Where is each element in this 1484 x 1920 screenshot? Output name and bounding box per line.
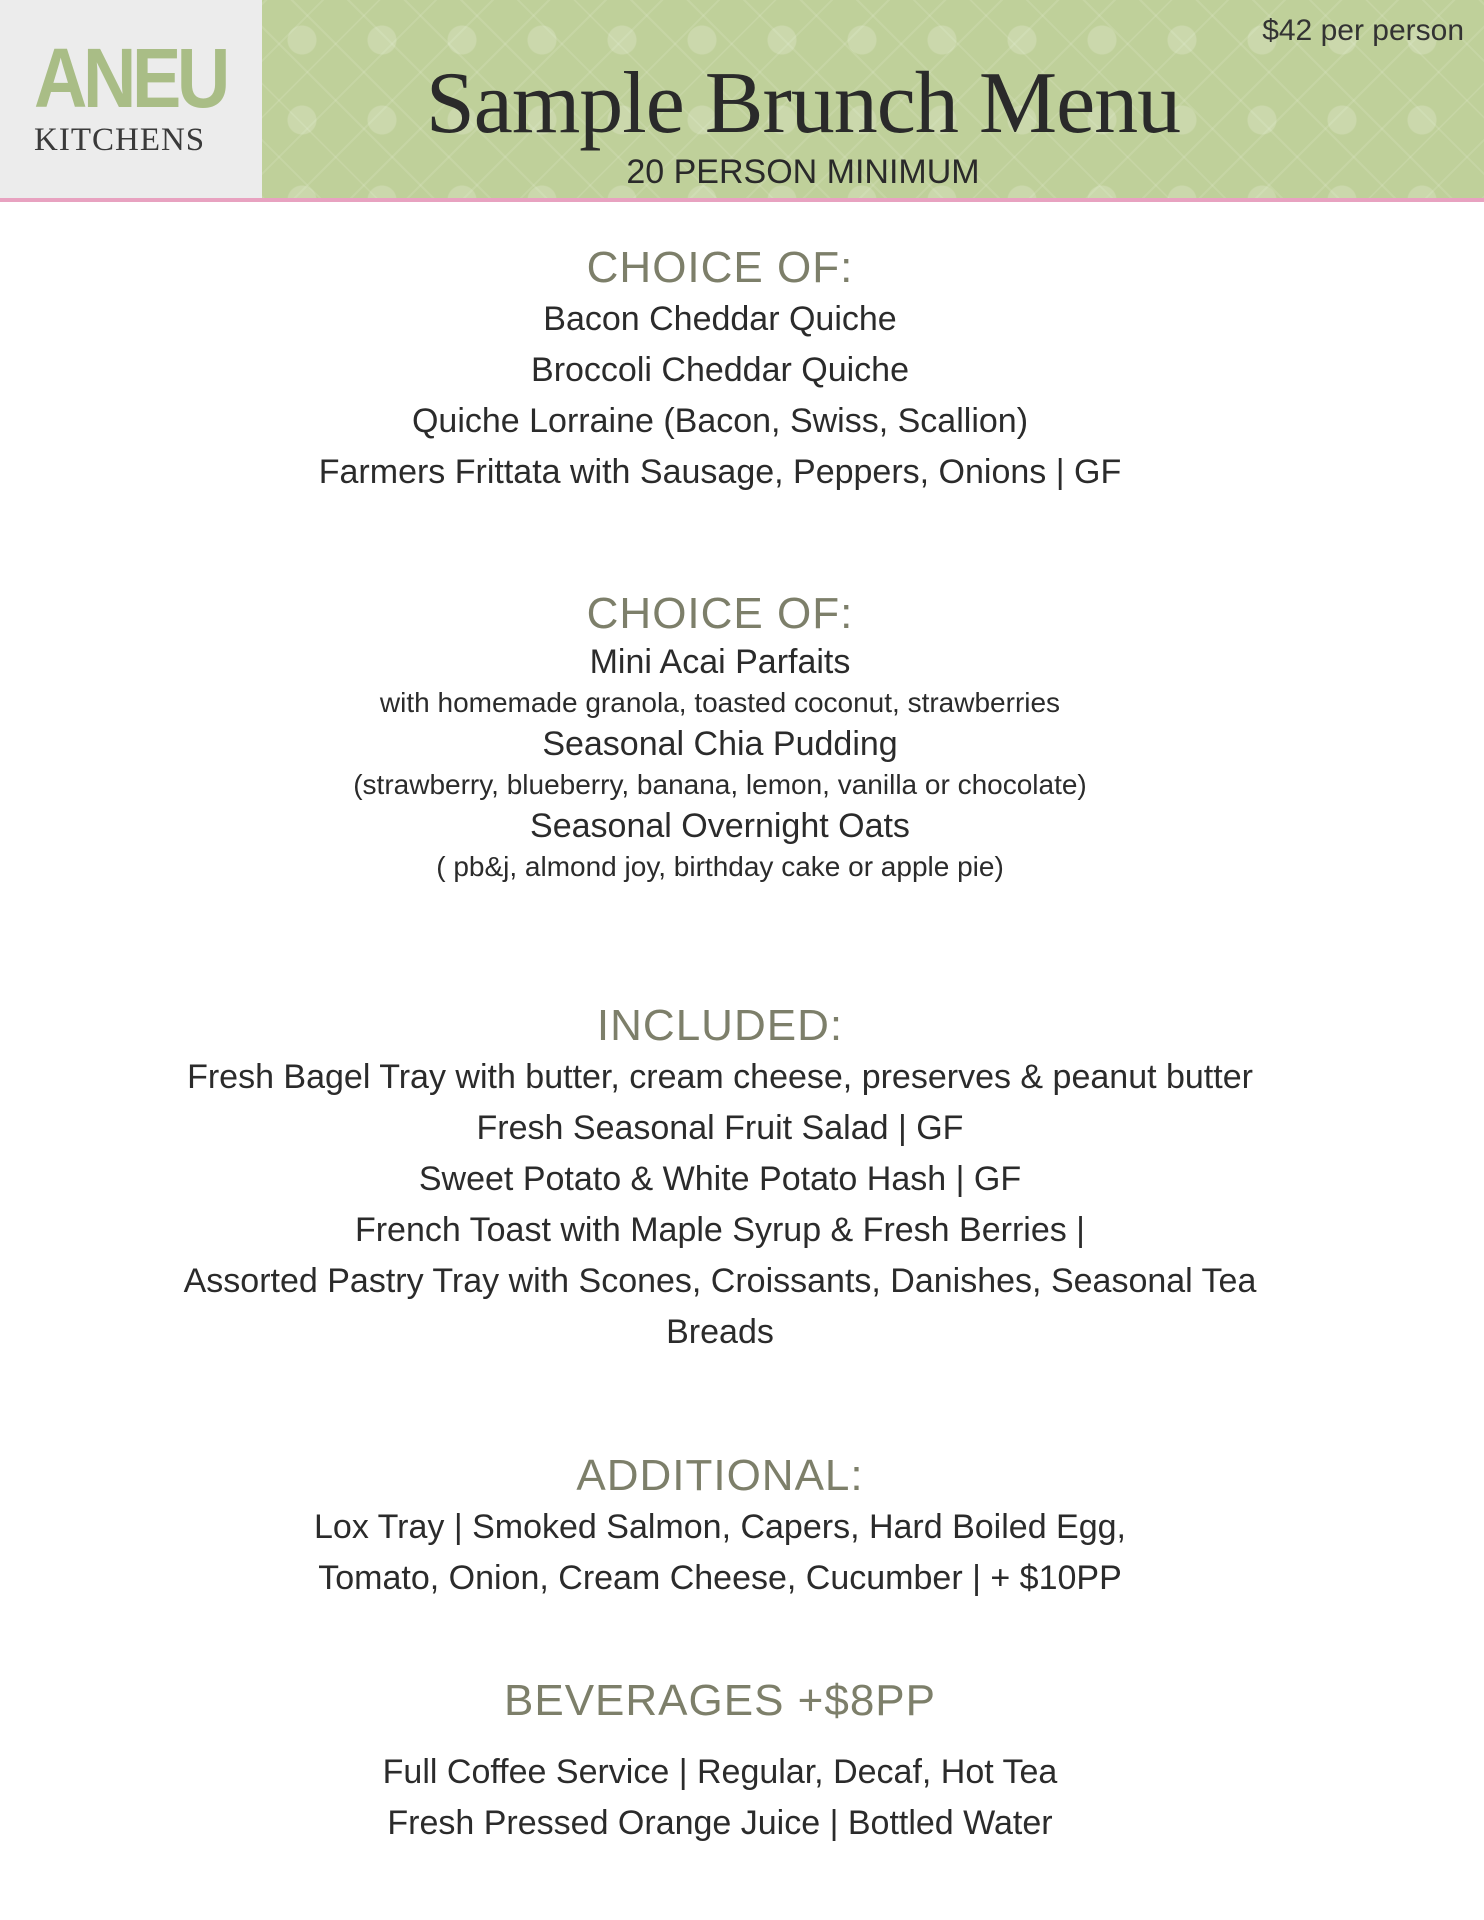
menu-item-detail: (strawberry, blueberry, banana, lemon, vanilla or chocolate) [353, 769, 1087, 800]
logo-subtext: KITCHENS [34, 122, 206, 158]
menu-header [0, 0, 1484, 198]
menu-item-detail: with homemade granola, toasted coconut, strawberries [379, 687, 1061, 718]
menu-item: French Toast with Maple Syrup & Fresh Berries | [354, 1211, 1086, 1249]
menu-item: Sweet Potato & White Potato Hash | GF [418, 1160, 1022, 1198]
section-heading: INCLUDED: [596, 1001, 844, 1050]
section-choice-1 [0, 242, 1440, 498]
section-beverages [0, 1675, 1440, 1849]
logo [0, 0, 262, 198]
menu-item: Quiche Lorraine (Bacon, Swiss, Scallion) [411, 402, 1029, 440]
menu-item: Tomato, Onion, Cream Cheese, Cucumber | + $10PP [318, 1559, 1122, 1597]
menu-item: Seasonal Overnight Oats [530, 807, 910, 845]
section-heading: CHOICE OF: [586, 589, 854, 638]
menu-item: Farmers Frittata with Sausage, Peppers, Onions | GF [318, 453, 1122, 491]
menu-item: Fresh Pressed Orange Juice | Bottled Water [387, 1804, 1053, 1842]
section-included [0, 1000, 1440, 1358]
section-additional [0, 1450, 1440, 1604]
menu-title: Sample Brunch Menu [425, 55, 1181, 152]
section-choice-2 [0, 588, 1440, 886]
menu-item: Fresh Bagel Tray with butter, cream cheese, preserves & peanut butter [187, 1058, 1253, 1096]
logo-wordmark: ANEU [34, 31, 226, 125]
menu-item: Fresh Seasonal Fruit Salad | GF [476, 1109, 964, 1147]
menu-item-detail: ( pb&j, almond joy, birthday cake or apple pie) [436, 851, 1004, 882]
menu-item: Lox Tray | Smoked Salmon, Capers, Hard Boiled Egg, [314, 1508, 1126, 1546]
menu-item: Assorted Pastry Tray with Scones, Croissants, Danishes, Seasonal Tea [183, 1262, 1257, 1300]
section-heading: BEVERAGES +$8PP [504, 1676, 936, 1725]
menu-item: Bacon Cheddar Quiche [543, 300, 897, 338]
menu-item: Seasonal Chia Pudding [542, 725, 898, 763]
menu-item: Mini Acai Parfaits [589, 643, 851, 681]
menu-subtitle: 20 PERSON MINIMUM [626, 153, 980, 191]
section-heading: ADDITIONAL: [576, 1451, 864, 1500]
header-divider [0, 198, 1484, 202]
section-heading: CHOICE OF: [586, 243, 854, 292]
price-per-person: $42 per person [1262, 14, 1464, 47]
menu-item: Breads [666, 1313, 774, 1351]
menu-item: Broccoli Cheddar Quiche [531, 351, 909, 389]
menu-item: Full Coffee Service | Regular, Decaf, Hot Tea [382, 1753, 1058, 1791]
